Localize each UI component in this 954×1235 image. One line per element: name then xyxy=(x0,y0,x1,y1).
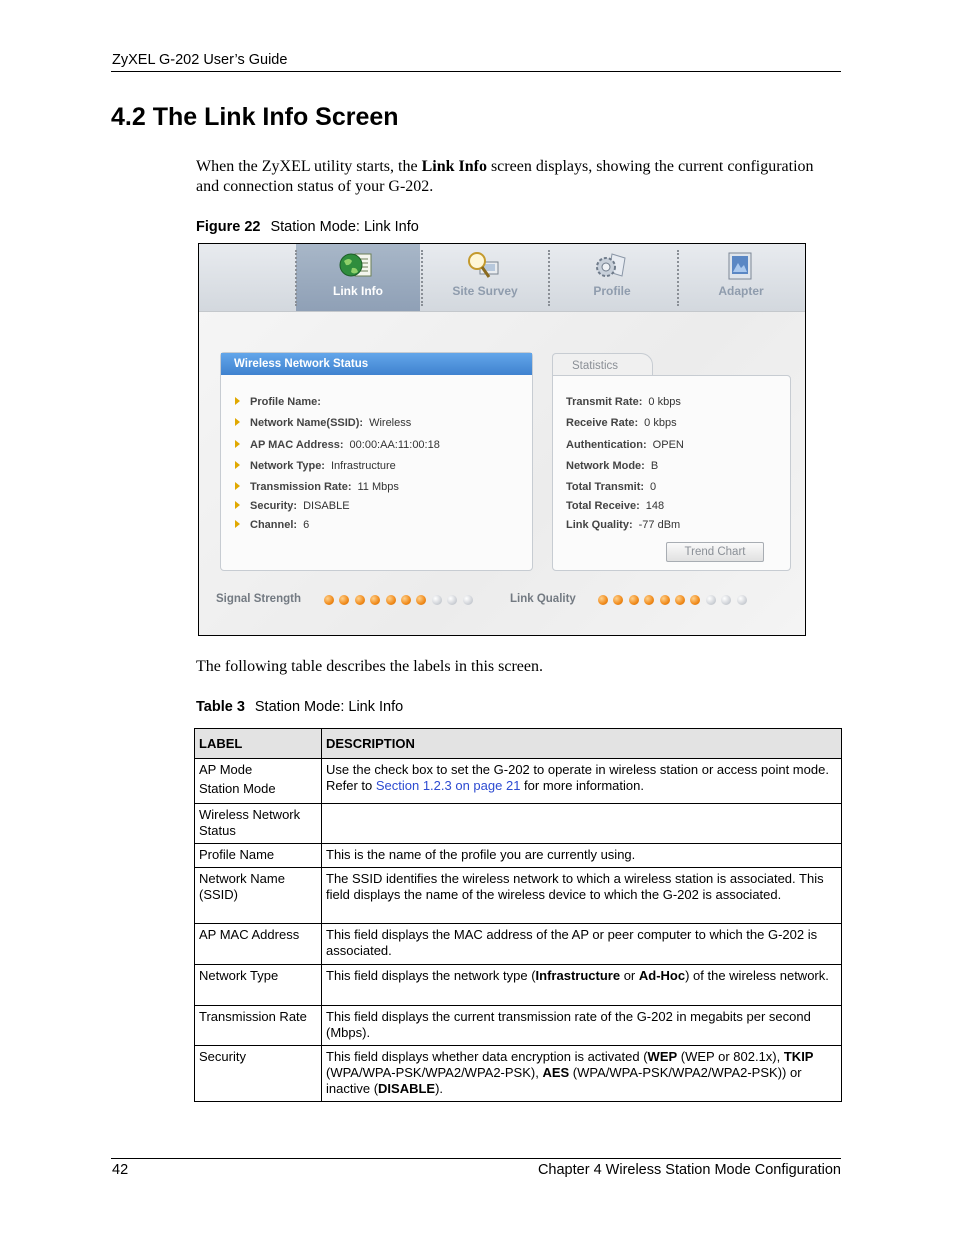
row-description xyxy=(322,759,842,804)
tab-site-survey[interactable] xyxy=(423,244,547,311)
stat-network-mode xyxy=(566,460,658,472)
field-key: Network Mode: xyxy=(566,460,645,472)
field-value: 0 kbps xyxy=(644,417,677,429)
bullet-arrow-icon xyxy=(235,418,240,426)
figure-title: Station Mode: Link Info xyxy=(270,219,419,235)
tab-label-link-info: Link Info xyxy=(333,284,383,298)
row-description: This field displays the MAC address of the AP or peer computer to which the G-202 is associated. xyxy=(322,924,842,965)
desc-bold: WEP xyxy=(647,1049,678,1064)
stat-total-receive xyxy=(566,500,664,512)
meter-dot-unlit xyxy=(721,595,731,605)
section-cross-reference-link[interactable]: Section 1.2.3 on page 21 xyxy=(375,778,521,793)
field-key: Total Receive: xyxy=(566,500,640,512)
field-value: 6 xyxy=(303,519,310,531)
intro-bold-link-info: Link Info xyxy=(421,158,487,175)
desc-text: ). xyxy=(435,1081,444,1096)
utility-toolbar xyxy=(199,244,805,312)
row-label: AP MAC Address xyxy=(195,924,322,965)
statistics-tab: Statistics xyxy=(552,353,653,376)
table-row xyxy=(195,965,842,1006)
table-caption xyxy=(196,699,403,715)
intro-text-start: When the ZyXEL utility starts, the xyxy=(196,158,422,175)
wireless-network-status-panel xyxy=(220,352,533,571)
row-description: This is the name of the profile you are currently using. xyxy=(322,844,842,868)
bullet-arrow-icon xyxy=(235,520,240,528)
tab-profile[interactable] xyxy=(550,244,674,311)
globe-document-icon xyxy=(338,250,374,282)
table-header-row xyxy=(195,729,842,759)
footer-rule xyxy=(111,1158,841,1159)
field-value: -77 dBm xyxy=(638,519,681,531)
desc-bold: Ad-Hoc xyxy=(638,968,686,983)
row-description xyxy=(322,804,842,844)
statistics-panel xyxy=(552,375,791,571)
bullet-arrow-icon xyxy=(235,397,240,405)
row-label: Transmission Rate xyxy=(195,1006,322,1046)
field-channel xyxy=(235,519,309,531)
desc-text: This field displays the network type ( xyxy=(326,968,536,983)
meter-dot-lit xyxy=(660,595,670,605)
bullet-arrow-icon xyxy=(235,501,240,509)
stat-link-quality xyxy=(566,519,680,531)
table-row xyxy=(195,868,842,924)
field-key: Authentication: xyxy=(566,439,647,451)
intro-text-end: screen displays, showing the current configuration and connection status of your G-202. xyxy=(196,158,814,195)
table-title: Station Mode: Link Info xyxy=(254,699,404,715)
row-description xyxy=(322,1046,842,1102)
field-key: Transmit Rate: xyxy=(566,396,643,408)
field-key: Total Transmit: xyxy=(566,481,645,493)
field-key: AP MAC Address: xyxy=(250,439,344,451)
field-value: OPEN xyxy=(652,439,684,451)
field-value: 0 kbps xyxy=(648,396,681,408)
field-value: Wireless xyxy=(369,417,412,429)
meter-dot-lit xyxy=(613,595,623,605)
toolbar-separator xyxy=(295,250,297,306)
field-key: Network Type: xyxy=(250,460,325,472)
field-key: Profile Name: xyxy=(250,396,321,408)
stat-authentication xyxy=(566,439,684,451)
desc-bold: Infrastructure xyxy=(535,968,621,983)
desc-text: ) of the wireless network. xyxy=(685,968,829,983)
row-description xyxy=(322,965,842,1006)
field-key: Transmission Rate: xyxy=(250,481,352,493)
tab-link-info[interactable] xyxy=(296,244,420,311)
row-label-line: Station Mode xyxy=(199,781,276,796)
meter-dot-lit xyxy=(644,595,654,605)
page-number: 42 xyxy=(112,1162,129,1178)
desc-text: or xyxy=(620,968,639,983)
desc-text: (WPA/WPA-PSK/WPA2/WPA2-PSK), xyxy=(326,1065,543,1080)
stat-receive-rate xyxy=(566,417,677,429)
link-info-screenshot xyxy=(198,243,806,636)
row-label: Wireless Network Status xyxy=(195,804,322,844)
desc-text: This field displays whether data encryption is activated ( xyxy=(326,1049,648,1064)
meter-dot-lit xyxy=(675,595,685,605)
bullet-arrow-icon xyxy=(235,440,240,448)
field-ap-mac-address xyxy=(235,439,440,451)
field-value: 00:00:AA:11:00:18 xyxy=(349,439,440,451)
stat-total-transmit xyxy=(566,481,656,493)
meter-dot-lit xyxy=(339,595,349,605)
field-value: 0 xyxy=(650,481,657,493)
figure-caption xyxy=(196,219,419,235)
field-value: 11 Mbps xyxy=(357,481,399,493)
chapter-title: Chapter 4 Wireless Station Mode Configuration xyxy=(537,1162,841,1178)
tab-adapter[interactable] xyxy=(679,244,803,311)
panel-title-wireless-status: Wireless Network Status xyxy=(221,353,532,375)
bullet-arrow-icon xyxy=(235,482,240,490)
desc-bold: DISABLE xyxy=(378,1081,436,1096)
adapter-picture-icon xyxy=(721,250,757,282)
meter-dot-unlit xyxy=(463,595,473,605)
row-label-line: AP Mode xyxy=(199,762,253,777)
link-quality-label: Link Quality xyxy=(510,593,576,605)
tab-label-adapter: Adapter xyxy=(718,284,764,298)
field-value: Infrastructure xyxy=(330,460,396,472)
table-row xyxy=(195,844,842,868)
meter-dot-unlit xyxy=(737,595,747,605)
magnifier-network-icon xyxy=(465,250,501,282)
desc-bold: TKIP xyxy=(783,1049,814,1064)
row-description: This field displays the current transmission rate of the G-202 in megabits per second (Mbps). xyxy=(322,1006,842,1046)
field-network-type xyxy=(235,460,396,472)
field-transmission-rate xyxy=(235,481,399,493)
meter-dot-unlit xyxy=(447,595,457,605)
meter-dot-unlit xyxy=(432,595,442,605)
meter-dot-lit xyxy=(416,595,426,605)
bullet-arrow-icon xyxy=(235,461,240,469)
desc-text: (WPA/WPA-PSK/WPA2/WPA2-PSK)) or inactive ( xyxy=(326,1065,802,1096)
table-intro-paragraph: The following table describes the labels in this screen. xyxy=(196,658,544,675)
gear-profile-icon xyxy=(592,250,628,282)
header-description: DESCRIPTION xyxy=(322,729,842,759)
row-label: Network Type xyxy=(195,965,322,1006)
field-value: 148 xyxy=(645,500,665,512)
meter-dot-lit xyxy=(401,595,411,605)
field-key: Network Name(SSID): xyxy=(250,417,364,429)
field-security xyxy=(235,500,350,512)
table-row xyxy=(195,804,842,844)
desc-bold: AES xyxy=(542,1065,570,1080)
figure-number: Figure 22 xyxy=(196,219,261,235)
link-info-description-table xyxy=(194,728,842,1102)
field-value: DISABLE xyxy=(303,500,350,512)
meter-dot-lit xyxy=(690,595,700,605)
field-key: Security: xyxy=(250,500,298,512)
meter-dot-lit xyxy=(386,595,396,605)
row-label xyxy=(195,759,322,804)
signal-strength-label: Signal Strength xyxy=(216,593,301,605)
table-row xyxy=(195,759,842,804)
field-profile-name xyxy=(235,396,327,408)
field-key: Receive Rate: xyxy=(566,417,639,429)
table-row xyxy=(195,1046,842,1102)
section-title: 4.2 The Link Info Screen xyxy=(111,103,399,131)
meter-dot-lit xyxy=(629,595,639,605)
field-network-name xyxy=(235,417,411,429)
trend-chart-button[interactable]: Trend Chart xyxy=(666,542,764,562)
stat-transmit-rate xyxy=(566,396,681,408)
tab-label-profile: Profile xyxy=(593,284,631,298)
header-label: LABEL xyxy=(195,729,322,759)
table-number: Table 3 xyxy=(196,699,245,715)
meter-dot-lit xyxy=(370,595,380,605)
row-label: Security xyxy=(195,1046,322,1102)
row-description: The SSID identifies the wireless network to which a wireless station is associated. This field displays the name of the wireless device to which the G-202 is associated. xyxy=(322,868,842,924)
field-key: Link Quality: xyxy=(566,519,633,531)
running-header: ZyXEL G-202 User’s Guide xyxy=(112,52,288,68)
meter-dot-lit xyxy=(355,595,365,605)
desc-text: for more information. xyxy=(520,778,644,793)
row-label: Profile Name xyxy=(195,844,322,868)
field-value: B xyxy=(650,460,659,472)
meter-dot-lit xyxy=(598,595,608,605)
table-row xyxy=(195,1006,842,1046)
table-row xyxy=(195,924,842,965)
desc-text: Use the check box to set the G-202 to operate in wireless station or access point mode. Refer to xyxy=(326,762,829,793)
desc-text: (WEP or 802.1x), xyxy=(677,1049,784,1064)
tab-label-site-survey: Site Survey xyxy=(452,284,518,298)
row-label: Network Name (SSID) xyxy=(195,868,322,924)
header-rule xyxy=(111,71,841,72)
intro-paragraph xyxy=(196,157,816,197)
field-key: Channel: xyxy=(250,519,298,531)
meter-dot-unlit xyxy=(706,595,716,605)
meter-dot-lit xyxy=(324,595,334,605)
